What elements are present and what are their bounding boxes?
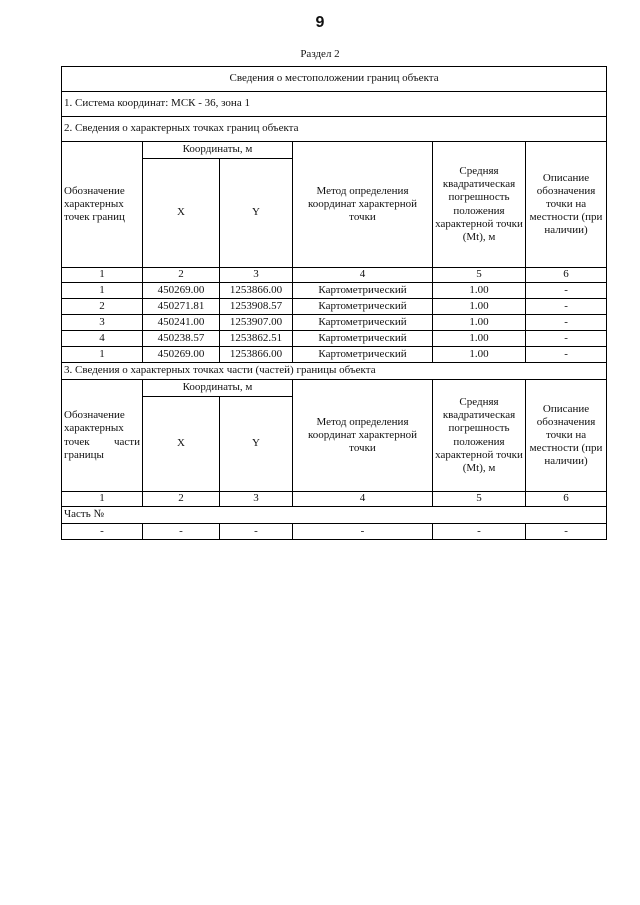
col-number: 3 [220,492,293,507]
col-method: Метод определения координат характерной точки [293,380,433,492]
cell-point: 3 [62,315,143,331]
coords-header: Координаты, м [143,142,293,159]
section3-heading: 3. Сведения о характерных точках части (частей) границы объекта [62,363,607,380]
cell-desc: - [526,315,607,331]
col-number: 4 [293,268,433,283]
coords-header: Координаты, м [143,380,293,397]
cell-y: 1253866.00 [220,283,293,299]
cell-x: 450241.00 [143,315,220,331]
table-row [62,347,607,363]
cell-empty: - [526,524,607,540]
cell-empty: - [433,524,526,540]
column-number-row [62,268,607,283]
cell-mt: 1.00 [433,347,526,363]
cell-y: 1253908.57 [220,299,293,315]
col-accuracy: Средняя квадратическая погрешность положения характерной точки (Mt), м [433,380,526,492]
col-accuracy: Средняя квадратическая погрешность положения характерной точки (Mt), м [433,142,526,268]
table-row [62,524,607,540]
col-number: 4 [293,492,433,507]
col-number: 3 [220,268,293,283]
cell-empty: - [293,524,433,540]
cell-x: 450271.81 [143,299,220,315]
col-x: X [143,397,220,492]
cell-point: 2 [62,299,143,315]
coord-system: 1. Система координат: МСК - 36, зона 1 [62,92,607,117]
col-x: X [143,159,220,268]
column-number-row [62,492,607,507]
col-y: Y [220,159,293,268]
col-number: 6 [526,268,607,283]
section-label: Раздел 2 [300,48,340,60]
col-number: 6 [526,492,607,507]
cell-empty: - [220,524,293,540]
col-number: 2 [143,268,220,283]
table-row [62,299,607,315]
col-number: 5 [433,492,526,507]
cell-desc: - [526,283,607,299]
table-title: Сведения о местоположении границ объекта [62,67,607,92]
cell-desc: - [526,299,607,315]
cell-mt: 1.00 [433,299,526,315]
cell-y: 1253907.00 [220,315,293,331]
cell-empty: - [62,524,143,540]
cell-mt: 1.00 [433,283,526,299]
table-row [62,315,607,331]
cell-desc: - [526,347,607,363]
col-part-point-designation: Обозначение характерных точек части границы [62,380,143,492]
boundary-table [61,66,607,540]
col-description: Описание обозначения точки на местности (при наличии) [526,380,607,492]
cell-x: 450269.00 [143,347,220,363]
cell-x: 450269.00 [143,283,220,299]
cell-point: 1 [62,283,143,299]
cell-y: 1253866.00 [220,347,293,363]
cell-point: 1 [62,347,143,363]
col-description: Описание обозначения точки на местности (при наличии) [526,142,607,268]
cell-method: Картометрический [293,315,433,331]
col-y: Y [220,397,293,492]
cell-method: Картометрический [293,331,433,347]
cell-method: Картометрический [293,283,433,299]
col-point-designation: Обозначение характерных точек границ [62,142,143,268]
part-number-label: Часть № [62,507,607,524]
cell-y: 1253862.51 [220,331,293,347]
cell-empty: - [143,524,220,540]
col-number: 5 [433,268,526,283]
cell-method: Картометрический [293,347,433,363]
table-row [62,283,607,299]
col-number: 2 [143,492,220,507]
col-method: Метод определения координат характерной точки [293,142,433,268]
cell-desc: - [526,331,607,347]
table-row [62,331,607,347]
cell-mt: 1.00 [433,315,526,331]
col-number: 1 [62,492,143,507]
cell-method: Картометрический [293,299,433,315]
cell-point: 4 [62,331,143,347]
cell-mt: 1.00 [433,331,526,347]
section2-heading: 2. Сведения о характерных точках границ объекта [62,117,607,142]
page-number: 9 [315,14,325,31]
col-number: 1 [62,268,143,283]
cell-x: 450238.57 [143,331,220,347]
